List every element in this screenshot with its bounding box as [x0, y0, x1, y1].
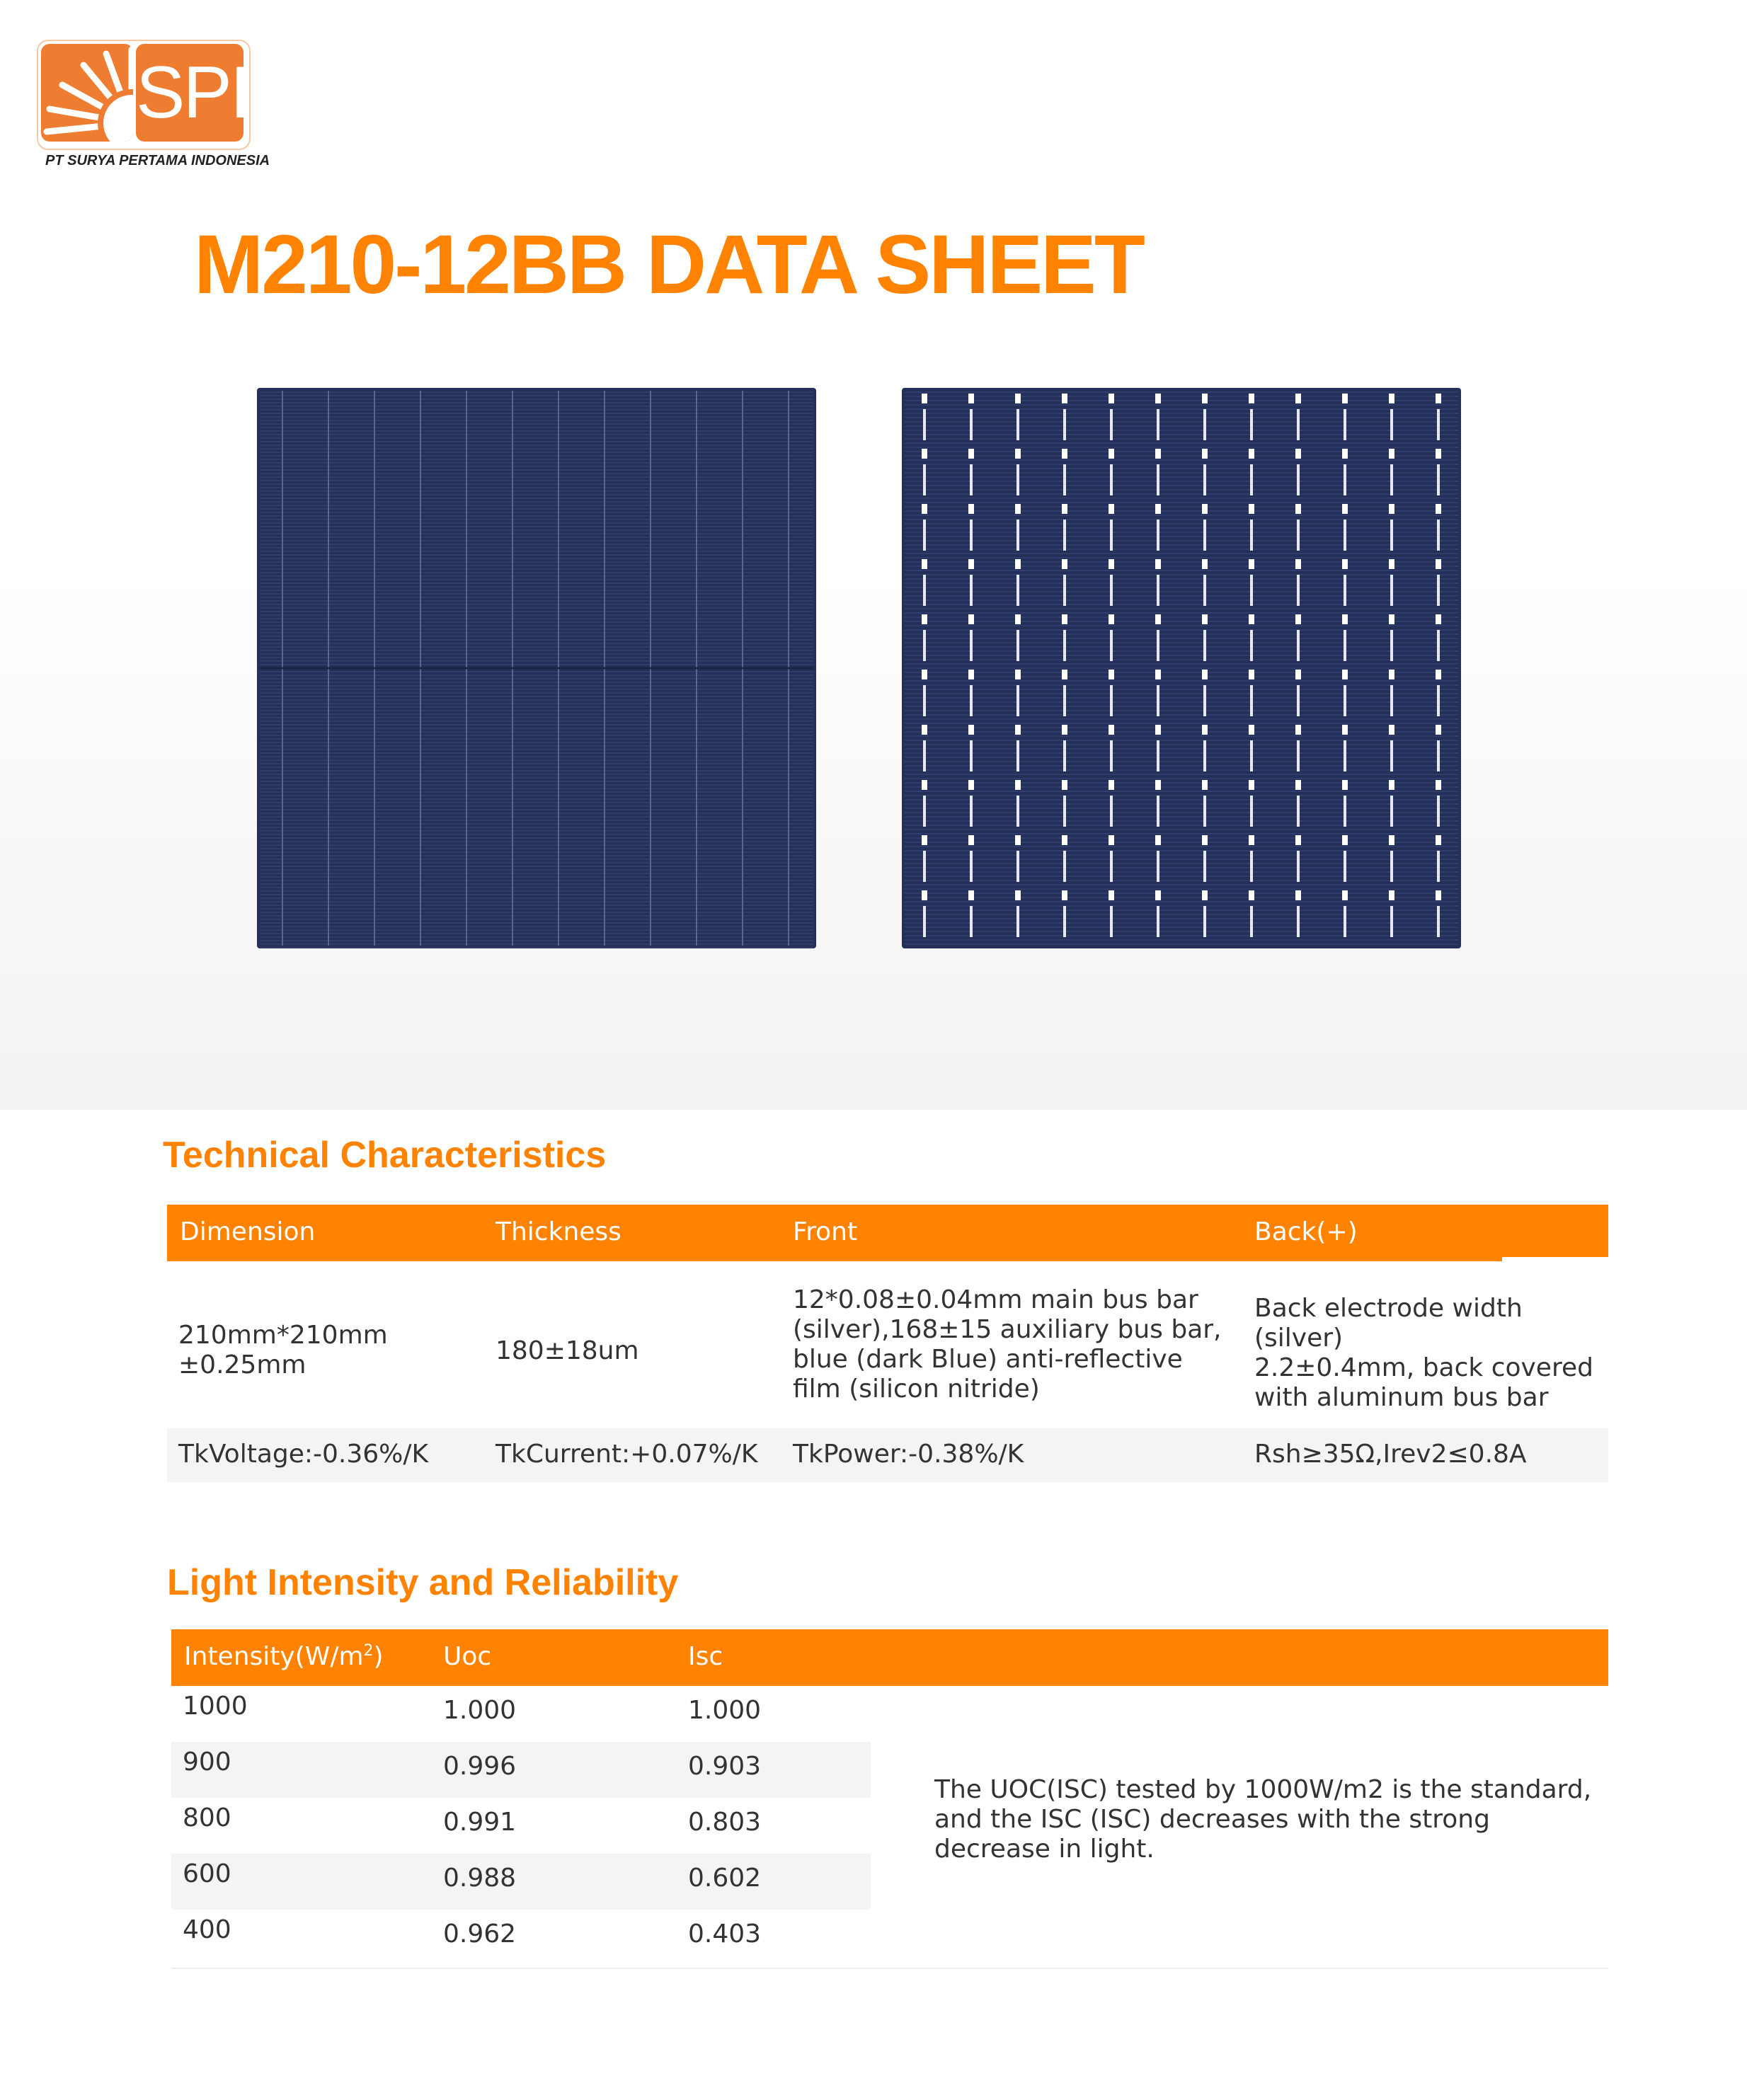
light-intensity-note: The UOC(ISC) tested by 1000W/m2 is the standard, and the ISC (ISC) decreases with the strong decrease in light.	[934, 1775, 1592, 1864]
isc-value: 0.803	[688, 1808, 762, 1837]
isc-value: 1.000	[688, 1696, 762, 1725]
table-row	[167, 1428, 1608, 1482]
technical-characteristics-heading: Technical Characteristics	[163, 1135, 607, 1176]
logo-caption: PT SURYA PERTAMA INDONESIA	[45, 153, 270, 168]
uoc-value: 0.988	[443, 1864, 517, 1893]
light-intensity-heading: Light Intensity and Reliability	[167, 1562, 679, 1603]
cell-dimension-value: 210mm*210mm ±0.25mm	[178, 1321, 388, 1379]
company-logo	[37, 40, 270, 168]
isc-value: 0.602	[688, 1864, 762, 1893]
logo-wordmark: SPI	[136, 44, 244, 142]
uoc-value: 0.991	[443, 1808, 517, 1837]
light-table-header	[171, 1629, 1608, 1686]
uoc-value: 0.962	[443, 1920, 517, 1949]
table-bottom-divider	[171, 1968, 1608, 1969]
table-row	[171, 1686, 871, 1742]
uoc-value: 1.000	[443, 1696, 517, 1725]
intensity-value: 800	[183, 1803, 231, 1832]
isc-value: 0.903	[688, 1752, 762, 1781]
header-intensity-sup: 2	[363, 1642, 374, 1660]
intensity-value: 1000	[183, 1692, 248, 1721]
sun-rays-icon	[41, 44, 133, 142]
rsh-irev: Rsh≥35Ω,Irev2≤0.8A	[1254, 1440, 1527, 1469]
header-thickness: Thickness	[496, 1217, 622, 1246]
tk-current: TkCurrent:+0.07%/K	[496, 1440, 758, 1469]
page-title: M210-12BB DATA SHEET	[194, 218, 1143, 311]
header-back: Back(+)	[1254, 1217, 1358, 1246]
technical-table-header	[167, 1205, 1608, 1261]
table-row	[171, 1910, 871, 1966]
solar-cell-back-image	[902, 388, 1461, 948]
table-row	[171, 1742, 871, 1798]
tk-power: TkPower:-0.38%/K	[793, 1440, 1024, 1469]
table-row	[171, 1798, 871, 1854]
header-intensity	[184, 1642, 384, 1671]
header-isc: Isc	[688, 1642, 723, 1671]
table-row	[171, 1854, 871, 1910]
isc-value: 0.403	[688, 1920, 762, 1949]
header-dimension: Dimension	[180, 1217, 316, 1246]
header-uoc: Uoc	[443, 1642, 492, 1671]
tk-voltage: TkVoltage:-0.36%/K	[178, 1440, 429, 1469]
cell-back-value: Back electrode width (silver) 2.2±0.4mm, back covered with aluminum bus bar	[1254, 1294, 1593, 1412]
intensity-value: 400	[183, 1915, 231, 1944]
intensity-value: 600	[183, 1859, 231, 1888]
cell-front-value: 12*0.08±0.04mm main bus bar (silver),168±15 auxiliary bus bar, blue (dark Blue) anti-reflective film (silicon nitride)	[793, 1285, 1222, 1404]
header-front: Front	[793, 1217, 858, 1246]
solar-cell-front-image	[257, 388, 816, 948]
cell-thickness-value: 180±18um	[496, 1336, 639, 1365]
uoc-value: 0.996	[443, 1752, 517, 1781]
intensity-value: 900	[183, 1748, 231, 1777]
header-divider	[1502, 1257, 1608, 1261]
header-intensity-label: Intensity(W/m	[184, 1642, 364, 1671]
header-intensity-close: )	[373, 1642, 384, 1671]
